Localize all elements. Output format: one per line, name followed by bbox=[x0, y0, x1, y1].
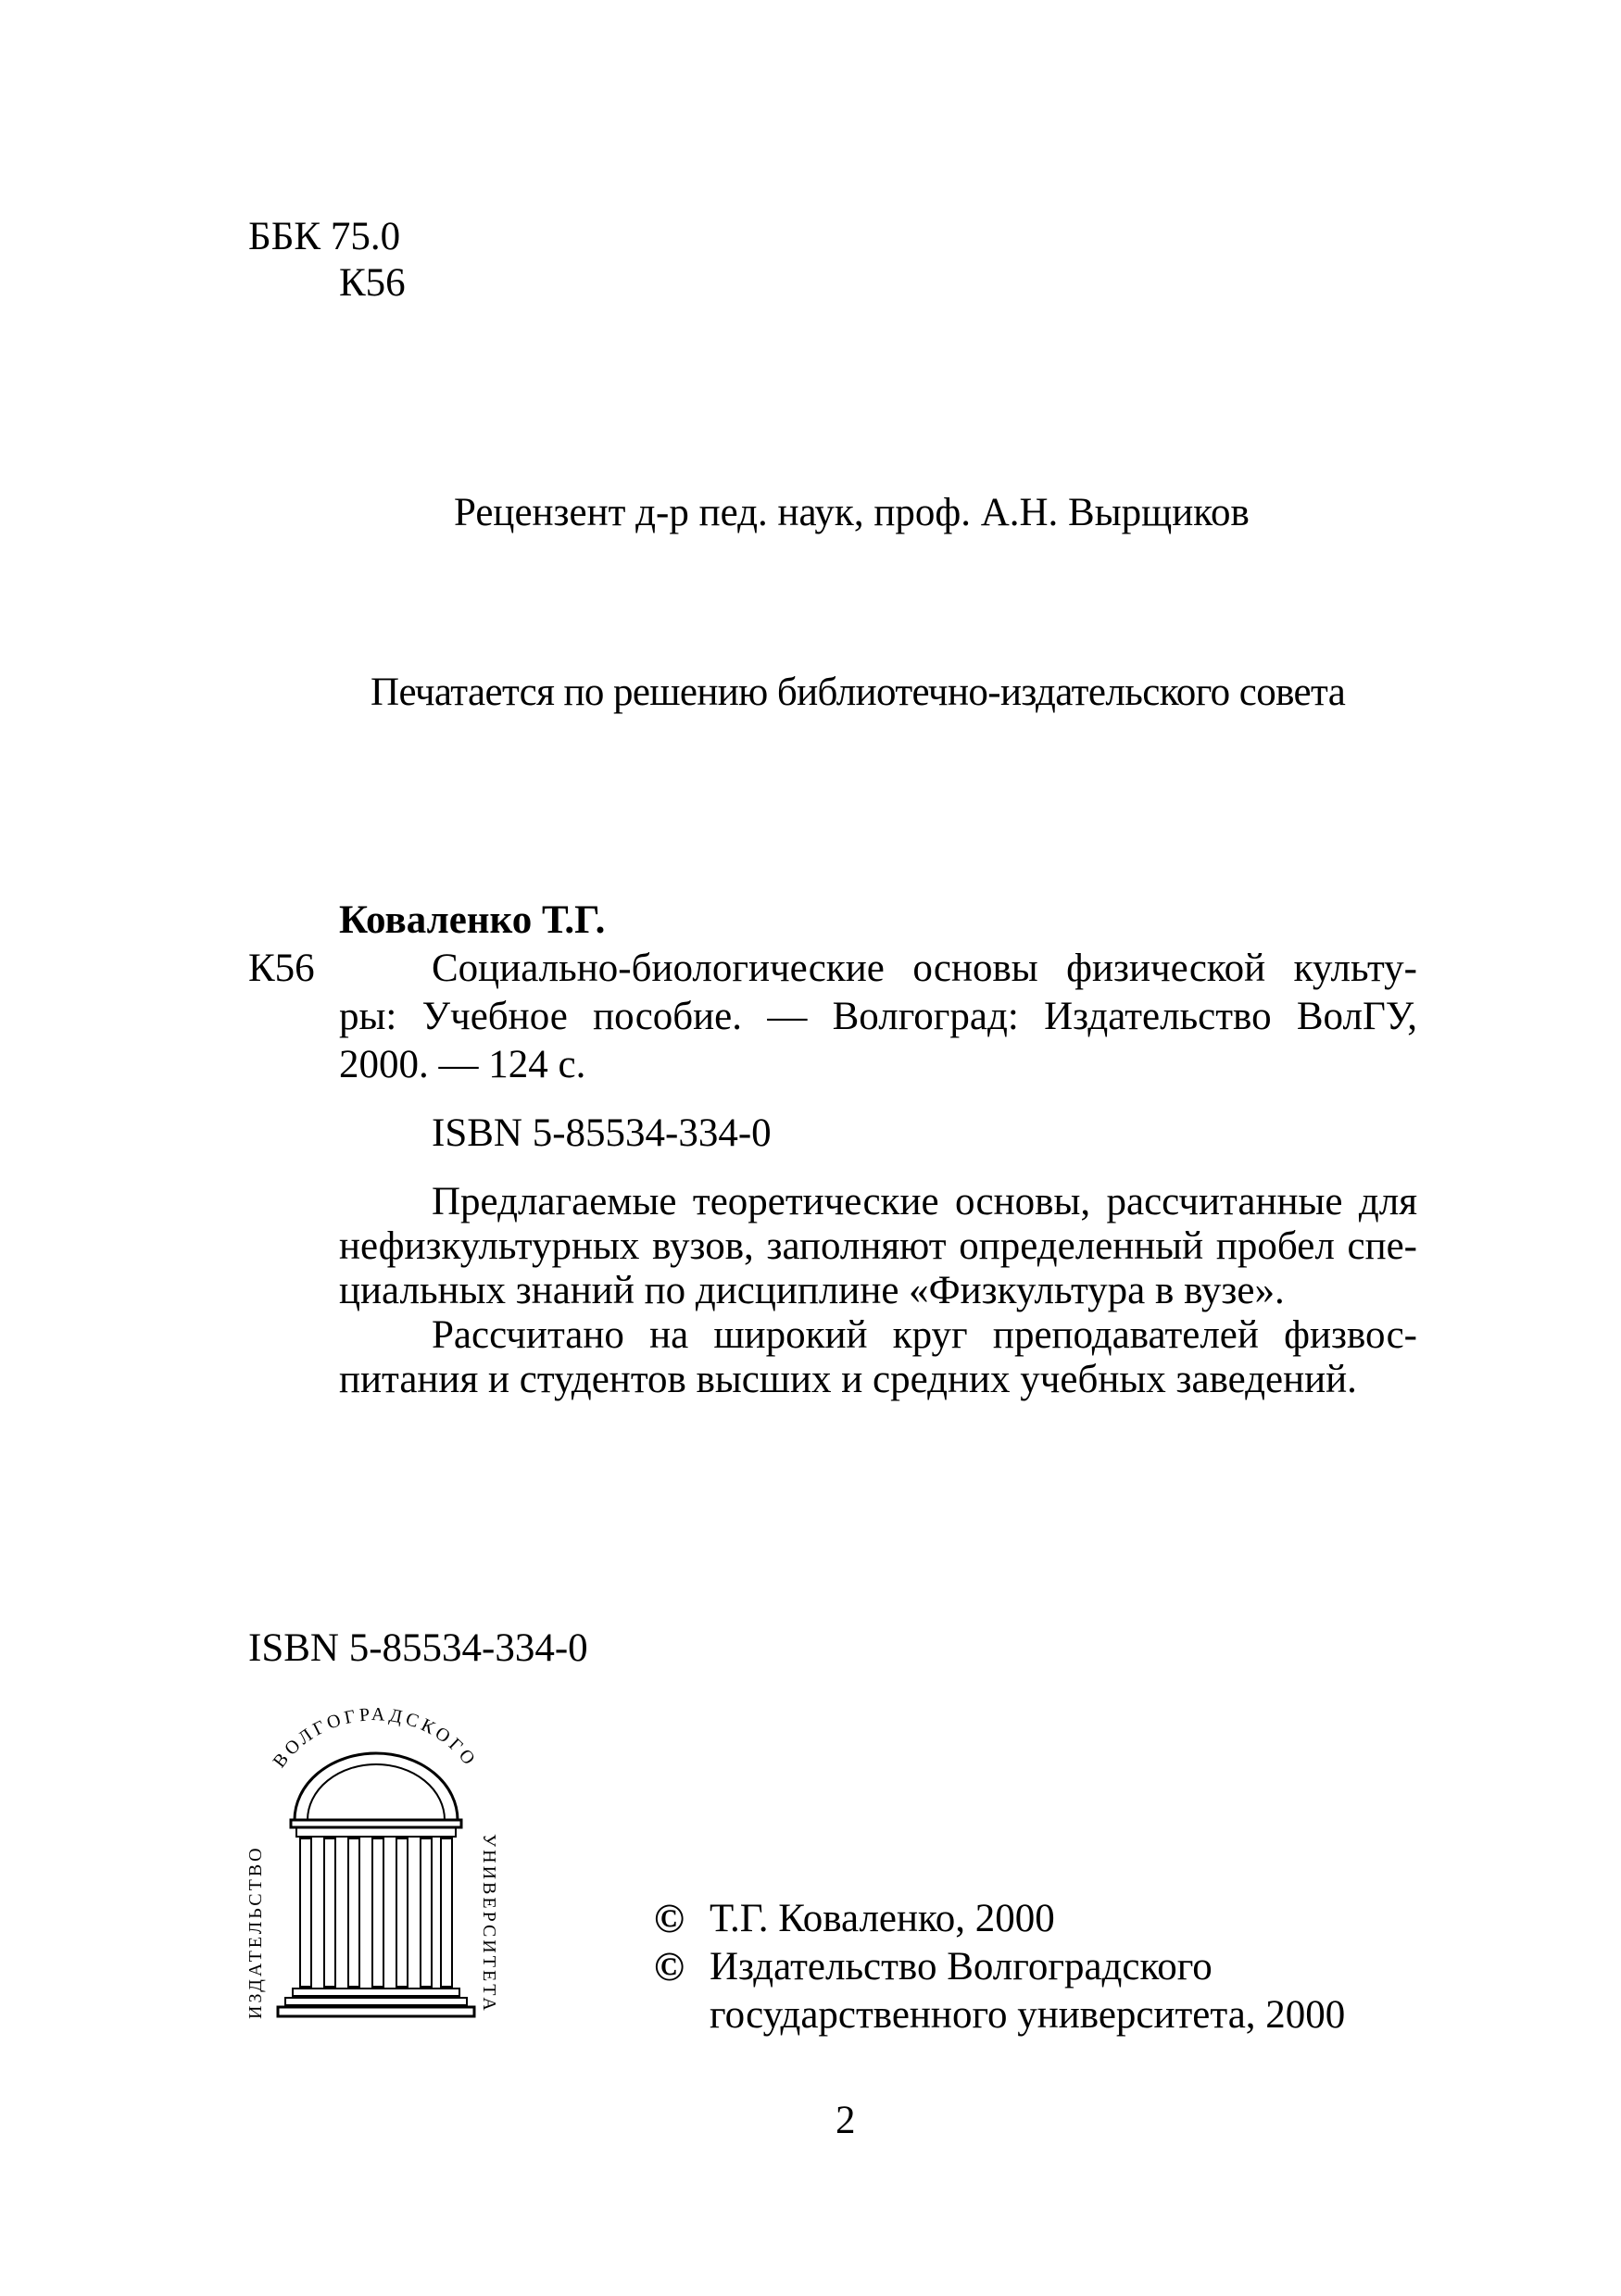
annotation-line-1: Предлагаемые теоретические основы, рассчитанные для bbox=[432, 1180, 1417, 1223]
publisher-logo bbox=[241, 1700, 509, 2028]
description-line-2: ры: Учебное пособие. — Волгоград: Издательство ВолГУ, bbox=[339, 995, 1417, 1038]
description-line-1: Социально-биологические основы физической культу- bbox=[432, 947, 1417, 990]
catalog-code: К56 bbox=[339, 261, 406, 305]
annotation-line-5: питания и студентов высших и средних учебных заведений. bbox=[339, 1358, 1357, 1401]
author-heading: Коваленко Т.Г. bbox=[339, 898, 606, 942]
logo-arc-text: ВОЛГОГРАДСКОГО bbox=[269, 1704, 482, 1772]
bbk-code: ББК 75.0 bbox=[248, 215, 401, 258]
copyright-symbol-2: © bbox=[654, 1944, 685, 1989]
copyright-line-1: Т.Г. Коваленко, 2000 bbox=[710, 1897, 1055, 1940]
copyright-symbol-1: © bbox=[654, 1896, 685, 1941]
logo-left-text: ИЗДАТЕЛЬСТВО bbox=[245, 1845, 266, 2019]
copyright-line-3: государственного университета, 2000 bbox=[710, 1993, 1346, 2037]
description-line-3: 2000. — 124 с. bbox=[339, 1043, 586, 1086]
bibliographic-code: К56 bbox=[248, 947, 315, 990]
annotation-line-4: Рассчитано на широкий круг преподавателей физвос- bbox=[432, 1313, 1417, 1357]
bibliographic-isbn: ISBN 5-85534-334-0 bbox=[432, 1111, 772, 1155]
copyright-line-2: Издательство Волгоградского bbox=[710, 1945, 1213, 1989]
annotation-line-3: циальных знаний по дисциплине «Физкультура в вузе». bbox=[339, 1269, 1285, 1312]
annotation-line-2: нефизкультурных вузов, заполняют определенный пробел спе- bbox=[339, 1224, 1417, 1268]
page-number: 2 bbox=[836, 2099, 856, 2142]
logo-right-text: УНИВЕРСИТЕТА bbox=[479, 1834, 499, 2014]
approval-line: Печатается по решению библиотечно-издательского совета bbox=[371, 671, 1346, 714]
footer-isbn: ISBN 5-85534-334-0 bbox=[248, 1626, 588, 1670]
reviewer-line: Рецензент д-р пед. наук, проф. А.Н. Вырщиков bbox=[454, 491, 1250, 534]
